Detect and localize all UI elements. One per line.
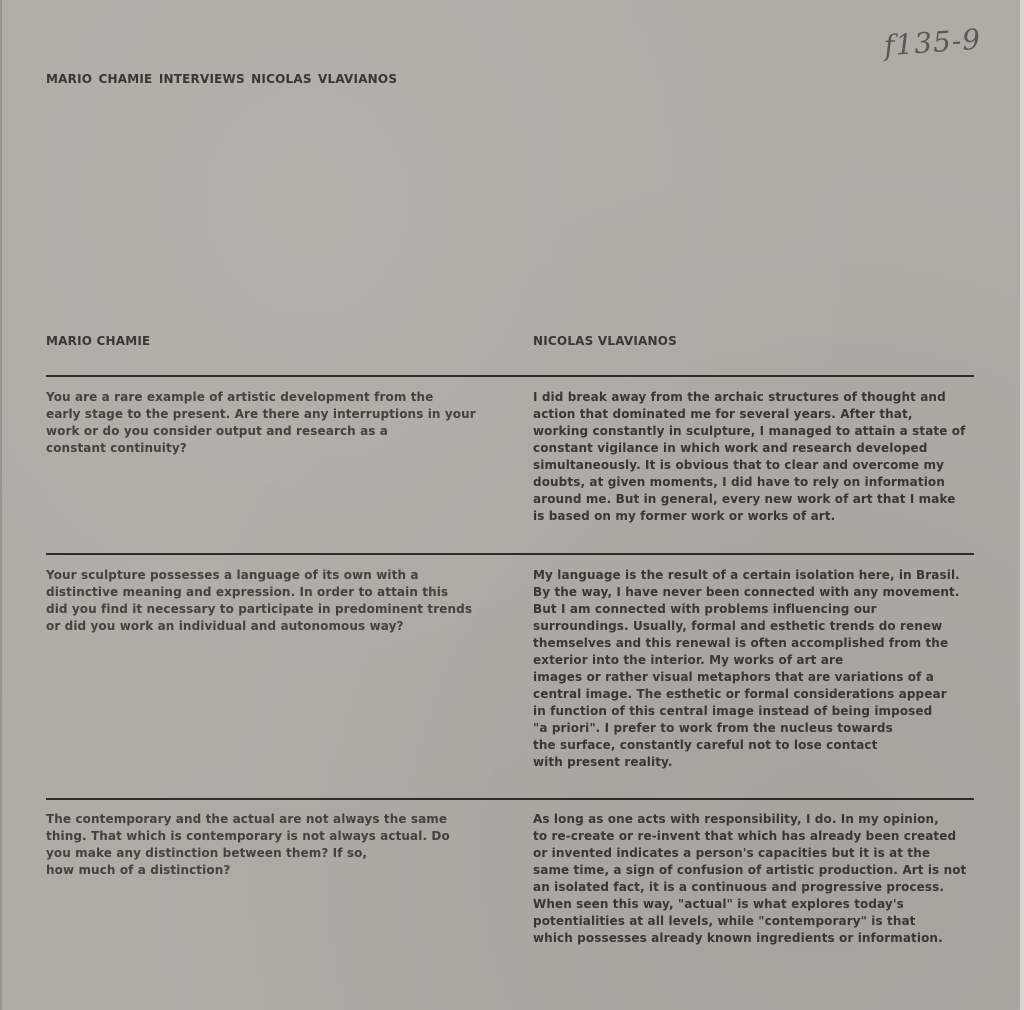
document-title: MARIO CHAMIE INTERVIEWS NICOLAS VLAVIANOS xyxy=(46,72,398,86)
artist-column-heading: NICOLAS VLAVIANOS xyxy=(533,334,678,348)
section-divider xyxy=(46,798,974,800)
answer-3: As long as one acts with responsibility, I do. In my opinion, to re-create or re-invent that which has already been created or invented indicates a person's capacities but it is at the same time, a sign of confusion of artistic production. Art is not an isolated fact, it is a continuous and progressive process. When seen this way, "actual" is what explores today's potentialities at all levels, while "contemporary" is that which possesses already known ingredients or information. xyxy=(533,812,967,945)
answer-2: My language is the result of a certain isolation here, in Brasil. By the way, I have never been connected with any movement. But I am connected with problems influencing our surroundings. Usually, formal and esthetic trends do renew themselves and this renewal is often accomplished from the exterior into the interior. My works of art are images or rather visual metaphors that are variations of a central image. The esthetic or formal considerations appear in function of this central image instead of being imposed "a priori". I prefer to work from the nucleus towards the surface, constantly careful not to lose contact with present reality. xyxy=(533,568,960,769)
question-2: Your sculpture possesses a language of its own with a distinctive meaning and expression. In order to attain this did you find it necessary to participate in predominent trends or did you work an individual and autonomous way? xyxy=(46,568,473,633)
section-divider xyxy=(46,375,974,377)
interviewer-column-heading: MARIO CHAMIE xyxy=(46,334,151,348)
section-divider xyxy=(46,553,974,555)
question-3: The contemporary and the actual are not always the same thing. That which is contemporary is not always actual. Do you make any distinction between them? If so, how much of a distinction? xyxy=(46,812,450,877)
question-1: You are a rare example of artistic development from the early stage to the present. Are there any interruptions in your work or do you consider output and research as a constant continuity? xyxy=(46,390,476,455)
archive-handwritten-note: f135-9 xyxy=(882,22,983,63)
page-right-edge xyxy=(1020,0,1024,1010)
page-left-edge xyxy=(0,0,2,1010)
answer-1: I did break away from the archaic structures of thought and action that dominated me for several years. After that, working constantly in sculpture, I managed to attain a state of constant vigilance in which work and research developed simultaneously. It is obvious that to clear and overcome my doubts, at given moments, I did have to rely on information around me. But in general, every new work of art that I make is based on my former work or works of art. xyxy=(533,390,966,523)
